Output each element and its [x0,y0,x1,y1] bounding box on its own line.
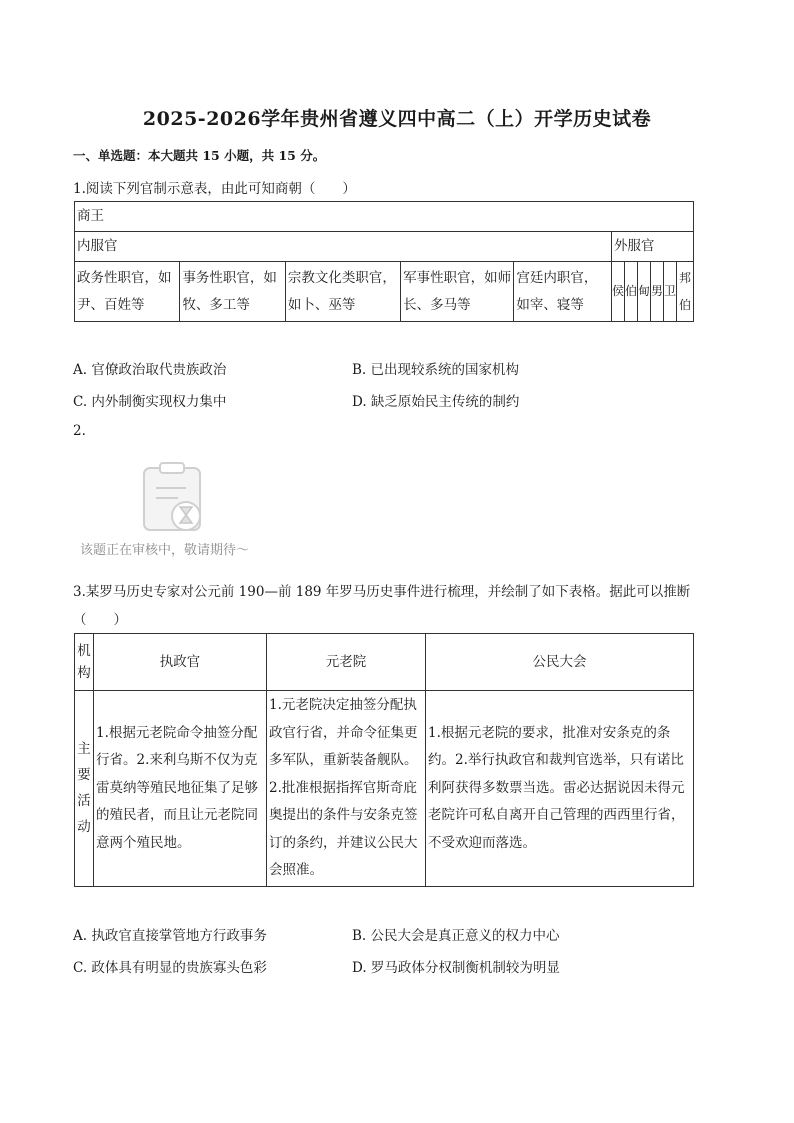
table-header-institution: 机构 [75,634,94,691]
table-cell: 宫廷内职官，如宰、寝等 [514,262,612,322]
pending-review-notice: 该题正在审核中，敬请期待～ [80,543,250,558]
table-cell: 宗教文化类职官，如卜、巫等 [285,262,400,322]
exam-title: 2025-2026学年贵州省遵义四中高二（上）开学历史试卷 [142,108,652,130]
table-cell: 邦伯 [677,262,694,322]
table-cell-outer-officials: 外服官 [611,232,693,262]
table-cell: 军事性职官，如师长、多马等 [401,262,514,322]
table-header-senate: 元老院 [267,634,426,691]
table-cell: 卫 [664,262,677,322]
option-d[interactable]: D. 罗马政体分权制衡机制较为明显 [352,960,560,976]
option-b[interactable]: B. 公民大会是真正意义的权力中心 [352,928,560,944]
table-cell: 侯 [611,262,624,322]
table-cell-king: 商王 [75,202,694,232]
option-b[interactable]: B. 已出现较系统的国家机构 [352,362,520,378]
table-row-header: 主要活动 [75,691,94,887]
option-a[interactable]: A. 执政官直接掌管地方行政事务 [73,928,267,944]
table-cell: 1.元老院决定抽签分配执政官行省，并命令征集更多军队，重新装备舰队。2.批准根据指挥官斯奇庇奥提出的条件与安条克签订的条约，并建议公民大会照准。 [267,691,426,887]
table-cell: 事务性职官，如牧、多工等 [180,262,285,322]
clipboard-hourglass-icon [138,460,210,536]
option-a[interactable]: A. 官僚政治取代贵族政治 [73,362,227,378]
question-1-stem: 1.阅读下列官制示意表，由此可知商朝（ ） [73,181,356,197]
table-cell: 政务性职官，如尹、百姓等 [75,262,180,322]
table-cell: 1.根据元老院的要求，批准对安条克的条约。2.举行执政官和裁判官选举，只有诺比利阿获得多数票当选。雷必达据说因未得元老院许可私自离开自己管理的西西里行省，不受欢迎而落选。 [426,691,694,887]
table-header-consul: 执政官 [94,634,267,691]
question-2-stem: 2. [73,423,86,439]
official-system-table [74,201,694,322]
option-c[interactable]: C. 内外制衡实现权力集中 [73,394,227,410]
option-d[interactable]: D. 缺乏原始民主传统的制约 [352,394,520,410]
option-c[interactable]: C. 政体具有明显的贵族寡头色彩 [73,960,267,976]
table-cell: 伯 [624,262,637,322]
table-header-assembly: 公民大会 [426,634,694,691]
table-cell: 1.根据元老院命令抽签分配行省。2.来利乌斯不仅为克雷莫纳等殖民地征集了足够的殖民者，而且让元老院同意两个殖民地。 [94,691,267,887]
section-heading: 一、单选题：本大题共 15 小题，共 15 分。 [73,148,326,163]
table-cell: 甸 [638,262,651,322]
table-cell: 男 [651,262,664,322]
rome-events-table [74,633,694,887]
table-cell-inner-officials: 内服官 [75,232,612,262]
question-3-stem: 3.某罗马历史专家对公元前 190—前 189 年罗马历史事件进行梳理，并绘制了如下表格。据此可以推断（ ） [73,584,691,628]
